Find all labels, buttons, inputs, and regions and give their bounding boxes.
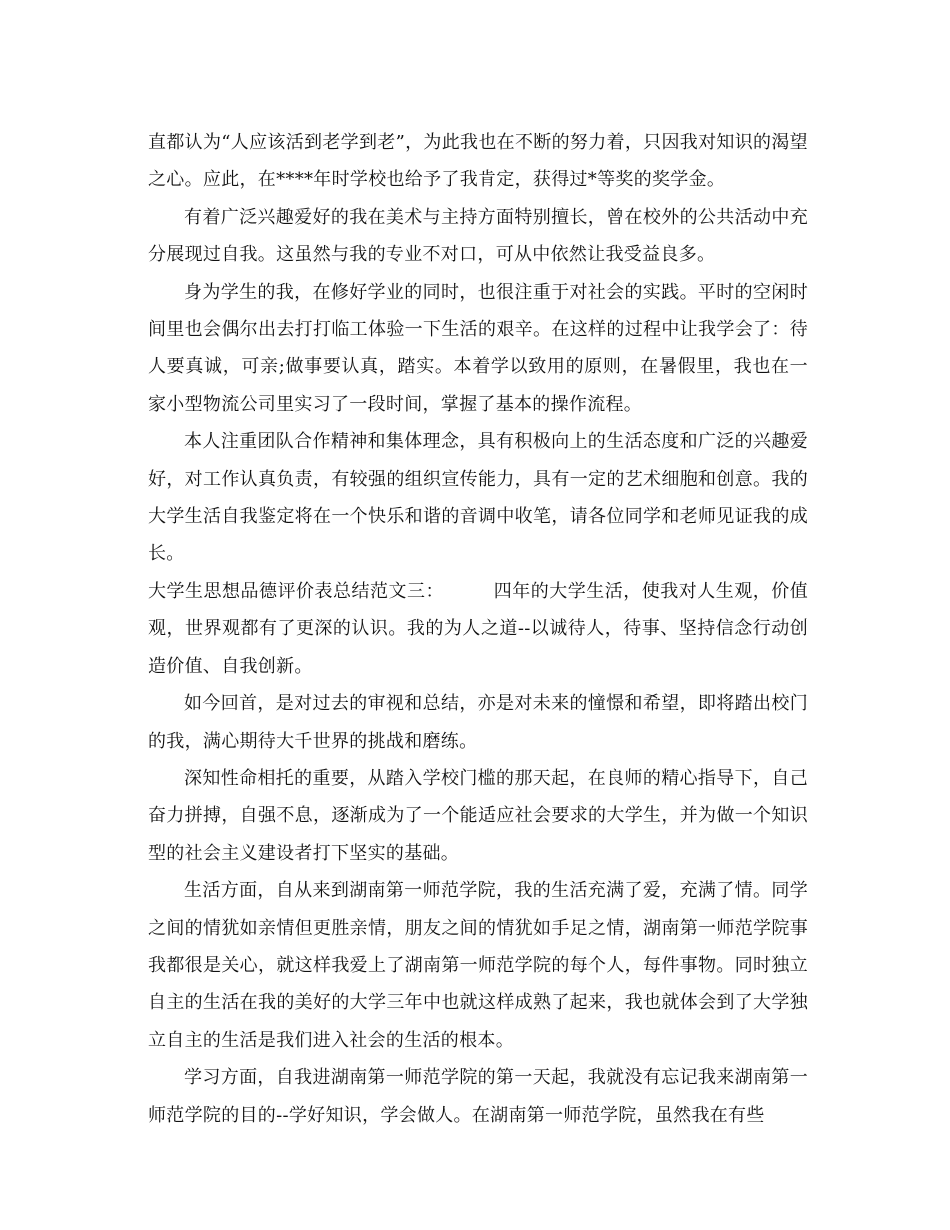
paragraph-social-practice: 身为学生的我，在修好学业的同时，也很注重于对社会的实践。平时的空闲时间里也会偶尔出去打打临工体验一下生活的艰辛。在这样的过程中让我学会了：待人要真诚，可亲;做事要认真，踏实。本着学以致用的原则，在暑假里，我也在一家小型物流公司里实习了一段时间，掌握了基本的操作流程。: [148, 281, 808, 415]
paragraph-looking-back: 如今回首，是对过去的审视和总结，亦是对未来的憧憬和希望，即将踏出校门的我，满心期待大千世界的挑战和磨练。: [148, 693, 808, 752]
paragraph-life-aspect: 生活方面，自从来到湖南第一师范学院，我的生活充满了爱，充满了情。同学之间的情犹如亲情但更胜亲情，朋友之间的情犹如手足之情，湖南第一师范学院事我都很是关心，就这样我爱上了湖南第一师范学院的每个人，每件事物。同时独立自主的生活在我的美好的大学三年中也就这样成熟了起来，我也就体会到了大学独立自主的生活是我们进入社会的生活的根本。: [148, 880, 808, 1051]
paragraph-self-improvement: 深知性命相托的重要，从踏入学校门槛的那天起，在良师的精心指导下，自己奋力拼搏，自强不息，逐渐成为了一个能适应社会要求的大学生，并为做一个知识型的社会主义建设者打下坚实的基础。: [148, 767, 808, 864]
paragraph-study-aspect: 学习方面，自我进湖南第一师范学院的第一天起，我就没有忘记我来湖南第一师范学院的目的--学好知识，学会做人。在湖南第一师范学院，虽然我在有些: [148, 1067, 808, 1126]
paragraph-teamwork: 本人注重团队合作精神和集体理念，具有积极向上的生活态度和广泛的兴趣爱好，对工作认真负责，有较强的组织宣传能力，具有一定的艺术细胞和创意。我的大学生活自我鉴定将在一个快乐和谐的音调中收笔，请各位同学和老师见证我的成长。: [148, 431, 808, 565]
paragraph-continuation-knowledge: 直都认为“人应该活到老学到老”，为此我也在不断的努力着，只因我对知识的渴望之心。应此，在****年时学校也给予了我肯定，获得过*等奖的奖学金。: [148, 132, 808, 191]
paragraph-sample-three-heading: 大学生思想品德评价表总结范文三： 四年的大学生活，使我对人生观，价值观，世界观都有了更深的认识。我的为人之道--以诚待人，待事、坚持信念行动创造价值、自我创新。: [148, 580, 808, 677]
document-body: [148, 124, 808, 1134]
paragraph-hobbies: 有着广泛兴趣爱好的我在美术与主持方面特别擅长，曾在校外的公共活动中充分展现过自我。这虽然与我的专业不对口，可从中依然让我受益良多。: [148, 206, 808, 266]
